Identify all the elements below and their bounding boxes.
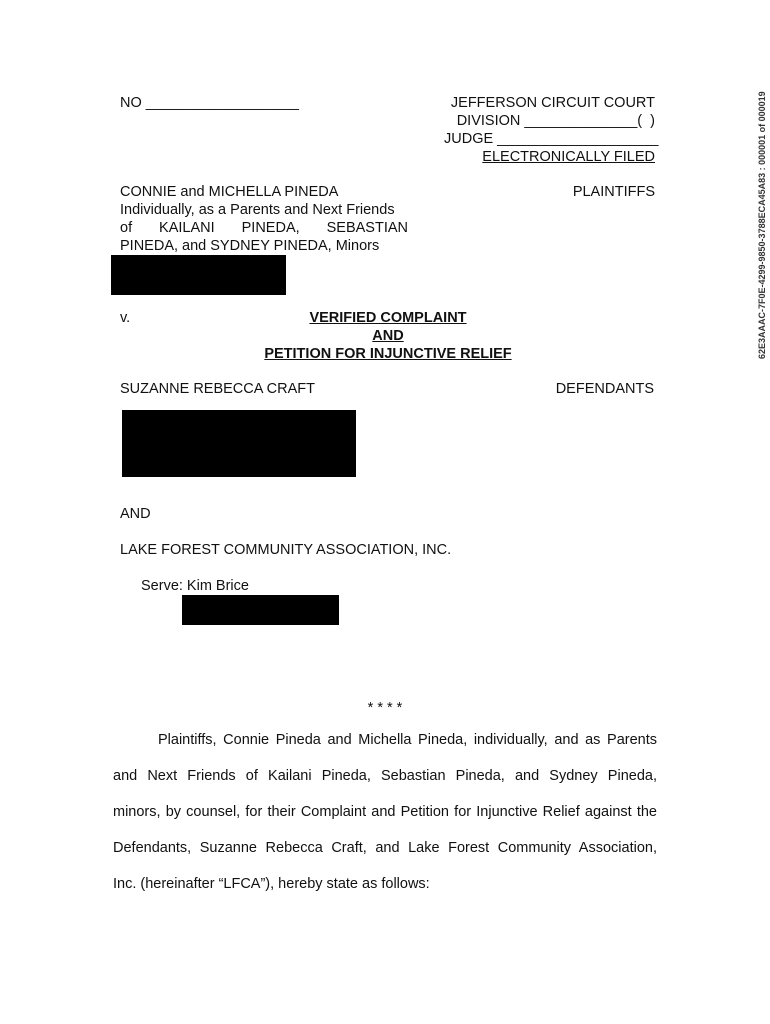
petition-title: PETITION FOR INJUNCTIVE RELIEF xyxy=(264,346,512,362)
body-line-2: and Next Friends of Kailani Pineda, Sebastian Pineda, and Sydney Pineda, xyxy=(113,768,657,784)
versus-label: v. xyxy=(120,310,131,326)
redaction-box xyxy=(122,410,356,477)
section-separator: * * * * xyxy=(367,700,403,716)
plaintiffs-line-3: of KAILANI PINEDA, SEBASTIAN xyxy=(120,220,408,236)
defendants-role-label: DEFENDANTS xyxy=(555,381,654,397)
document-id-sidebar: 62E3AAAC-7F0E-4299-9850-3788ECA45A83 : 000001 of 000019 xyxy=(757,91,767,359)
redaction-box xyxy=(111,255,286,295)
division-line: DIVISION ______________( ) xyxy=(456,113,655,129)
plaintiffs-line-2: Individually, as a Parents and Next Friends xyxy=(120,202,395,218)
case-number-line: NO ___________________ xyxy=(120,95,299,111)
serve-line: Serve: Kim Brice xyxy=(141,578,249,594)
redaction-box xyxy=(182,595,339,625)
complaint-title: VERIFIED COMPLAINT xyxy=(309,310,467,326)
judge-line: JUDGE ____________________ xyxy=(444,131,659,147)
defendant-2-name: LAKE FOREST COMMUNITY ASSOCIATION, INC. xyxy=(120,542,452,558)
body-line-1: Plaintiffs, Connie Pineda and Michella Pineda, individually, and as Parents xyxy=(158,732,657,748)
plaintiffs-line-1: CONNIE and MICHELLA PINEDA xyxy=(120,184,339,200)
court-name: JEFFERSON CIRCUIT COURT xyxy=(450,95,655,111)
plaintiffs-role-label: PLAINTIFFS xyxy=(572,184,655,200)
electronically-filed-label: ELECTRONICALLY FILED xyxy=(482,149,655,165)
and-label: AND xyxy=(120,506,151,522)
body-line-4: Defendants, Suzanne Rebecca Craft, and Lake Forest Community Association, xyxy=(113,840,657,856)
defendant-1-name: SUZANNE REBECCA CRAFT xyxy=(120,381,315,397)
body-line-3: minors, by counsel, for their Complaint and Petition for Injunctive Relief against the xyxy=(113,804,657,820)
title-and: AND xyxy=(372,328,404,344)
plaintiffs-line-4: PINEDA, and SYDNEY PINEDA, Minors xyxy=(120,238,380,254)
body-line-5: Inc. (hereinafter “LFCA”), hereby state as follows: xyxy=(113,876,430,892)
